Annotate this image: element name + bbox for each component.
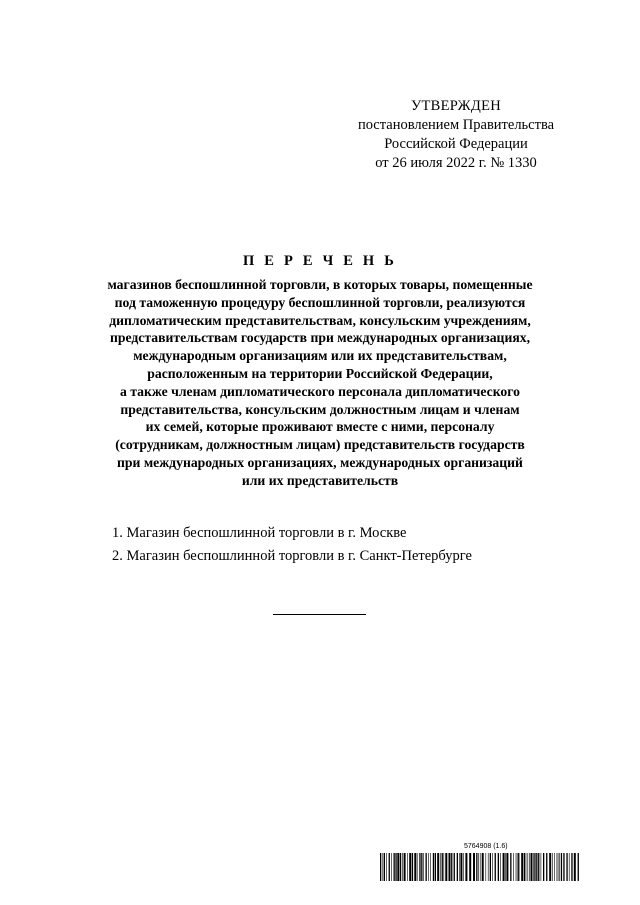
document-title: П Е Р Е Ч Е Н Ь — [242, 253, 398, 269]
document-subtitle — [60, 276, 580, 490]
barcode-code: 5764908 (1.6) — [464, 843, 508, 850]
subtitle-line: международным организациям или их представительствам, — [133, 348, 507, 364]
subtitle-line: их семей, которые проживают вместе с ними, персоналу — [145, 419, 495, 435]
end-divider — [273, 614, 366, 615]
subtitle-line: (сотрудникам, должностным лицам) представительств государств — [115, 437, 525, 453]
subtitle-line: расположенным на территории Российской Федерации, — [147, 365, 493, 381]
list-item: 2. Магазин беспошлинной торговли в г. Санкт-Петербурге — [112, 548, 472, 564]
subtitle-line: дипломатическим представительствам, консульским учреждениям, — [109, 312, 531, 328]
approval-stamp — [340, 97, 572, 173]
subtitle-line: под таможенную процедуру беспошлинной торговли, реализуются — [114, 294, 526, 310]
subtitle-line: представительства, консульским должностным лицам и членам — [120, 401, 520, 417]
list-item: 1. Магазин беспошлинной торговли в г. Москве — [112, 525, 407, 541]
subtitle-line: при международных организациях, международных организаций — [117, 454, 523, 470]
approval-heading: УТВЕРЖДЕН — [410, 98, 502, 114]
shop-list — [112, 522, 582, 568]
subtitle-line: а также членам дипломатического персонала дипломатического — [120, 383, 520, 399]
subtitle-line: представительствам государств при международных организациях, — [109, 330, 530, 346]
approval-line-1: постановлением Правительства — [357, 117, 555, 133]
subtitle-line: магазинов беспошлинной торговли, в которых товары, помещенные — [107, 277, 533, 292]
subtitle-line: или их представительств — [241, 472, 399, 488]
approval-line-2: Российской Федерации — [384, 136, 528, 152]
approval-line-3: от 26 июля 2022 г. № 1330 — [375, 155, 537, 171]
barcode-block — [380, 843, 580, 883]
barcode-icon — [380, 853, 580, 881]
